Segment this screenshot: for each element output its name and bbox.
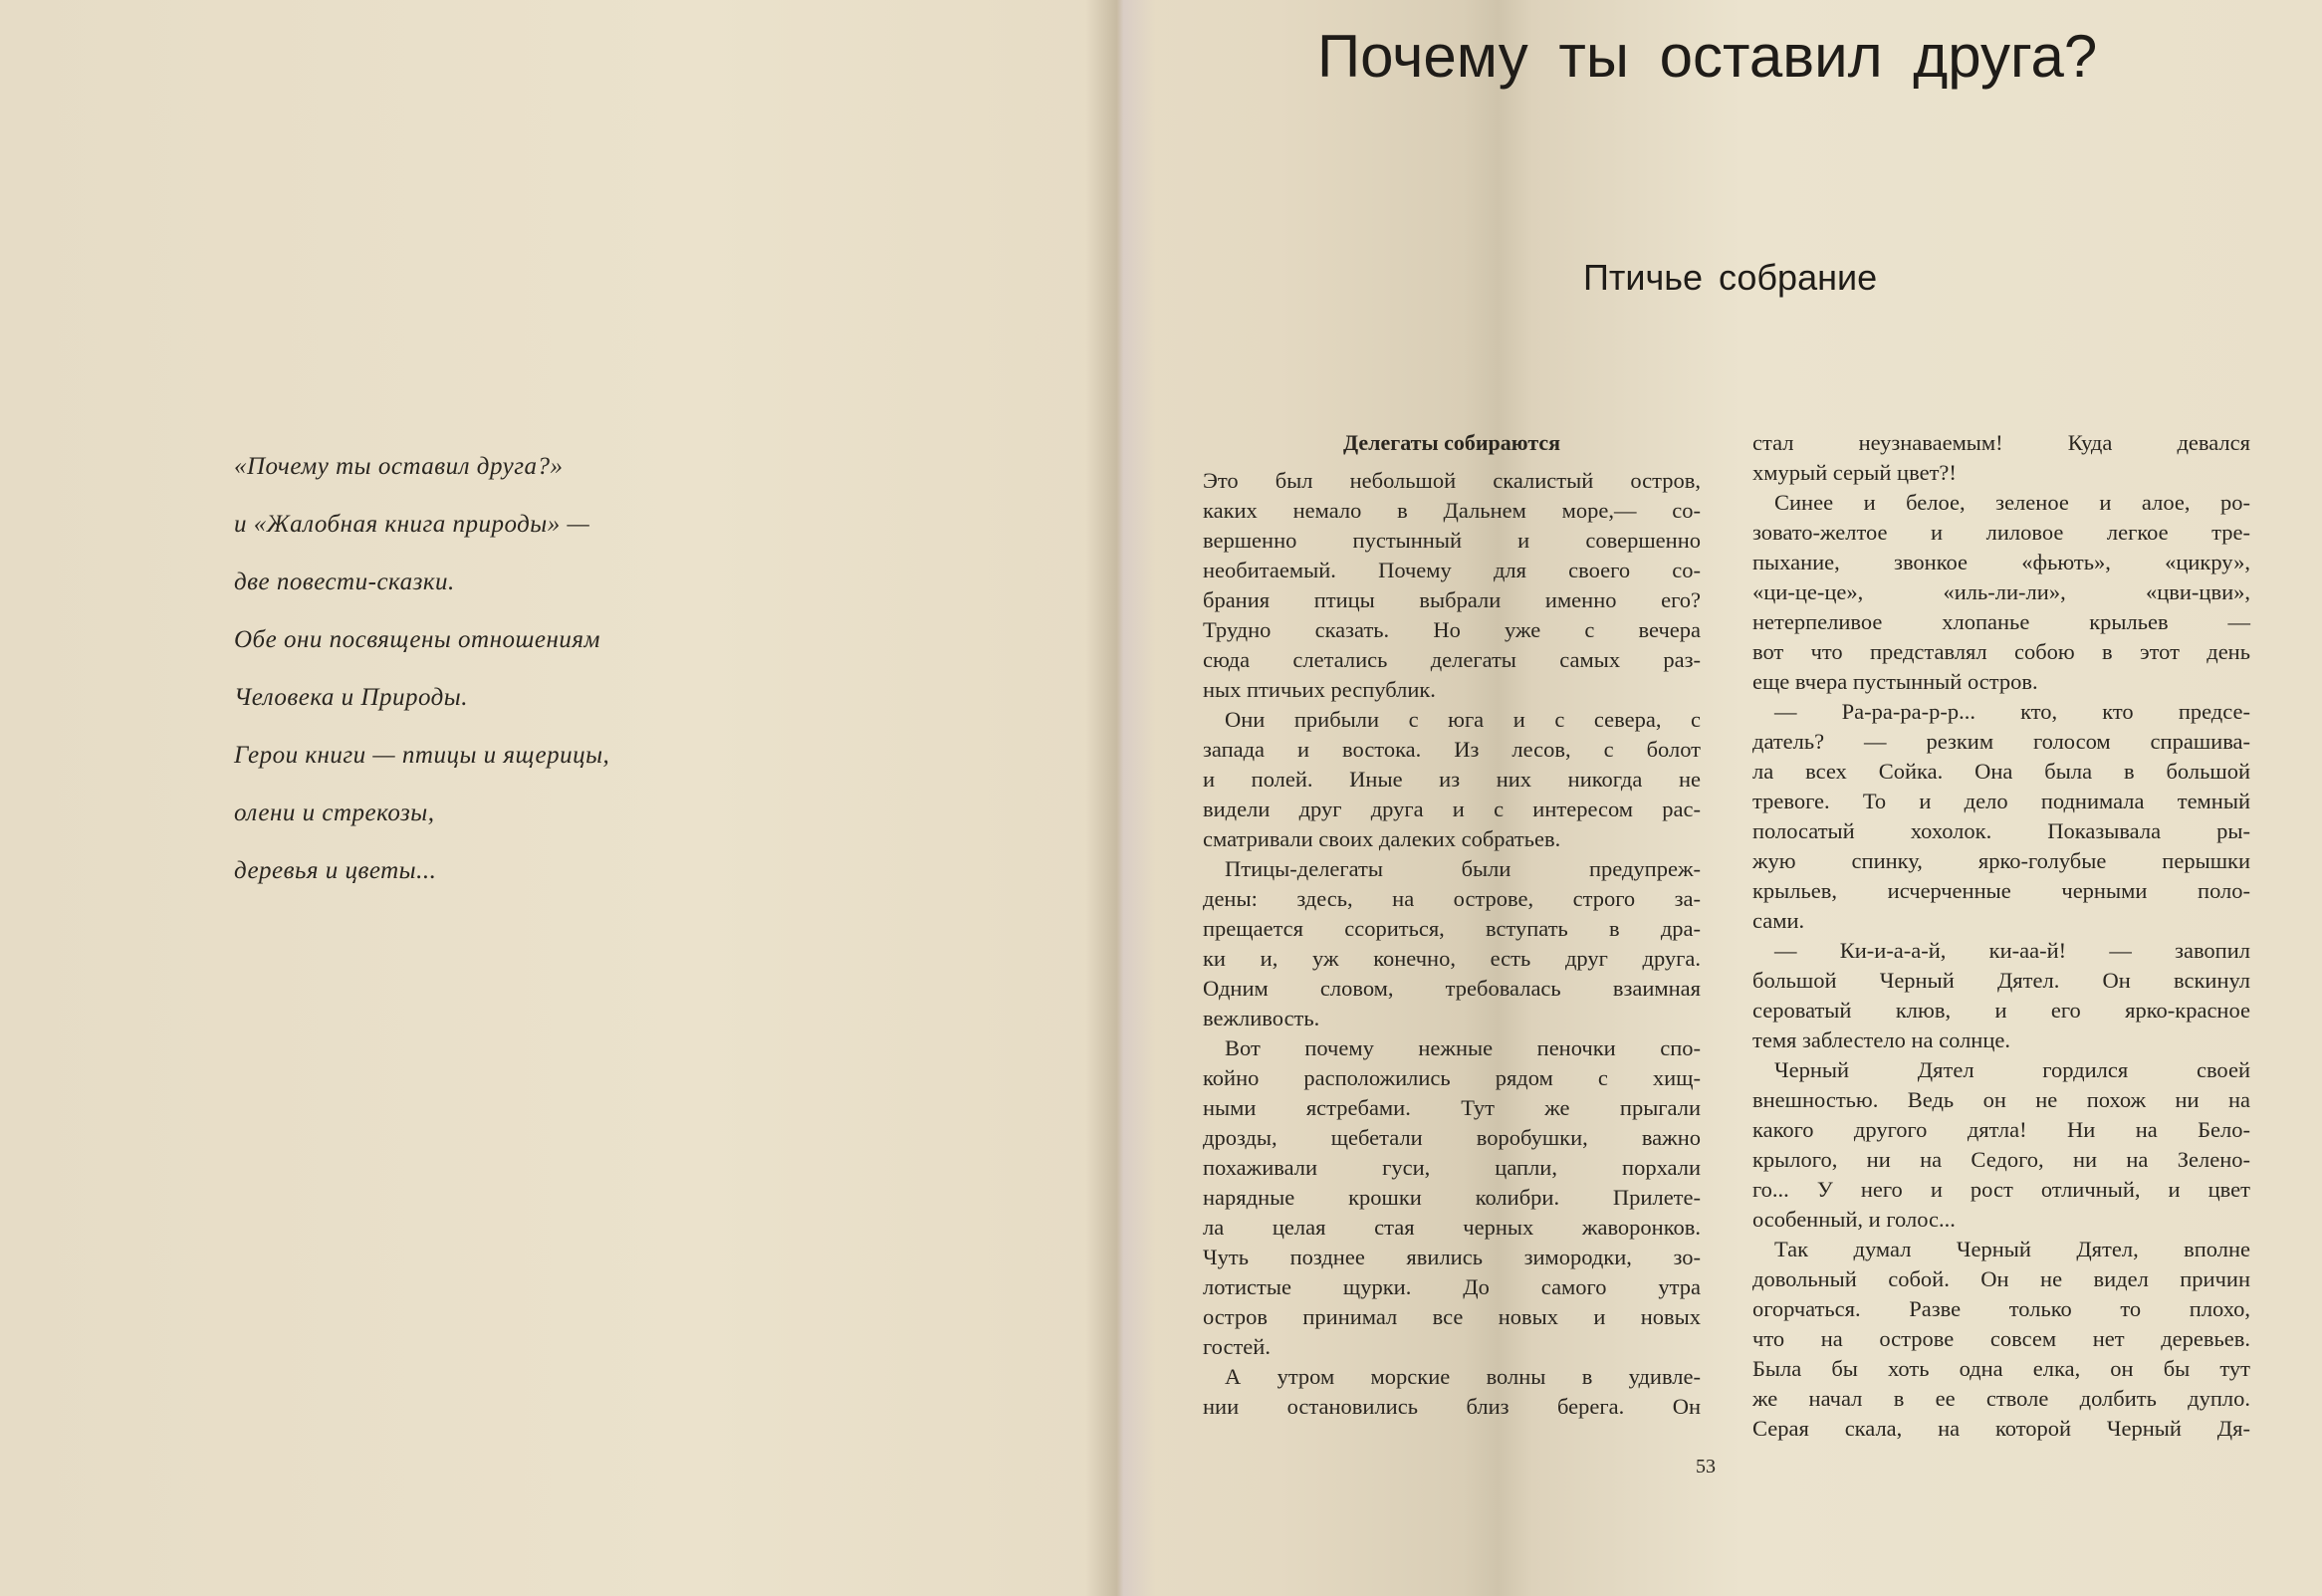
text-line: Была бы хоть одна елка, он бы тут	[1752, 1356, 2250, 1381]
section-title: Птичье собрание	[1583, 257, 1878, 298]
text-line: «Почему ты оставил друга?»	[234, 453, 564, 480]
text-line: сматривали своих далеких собратьев.	[1203, 826, 1561, 851]
text-line: зовато-желтое и лиловое легкое тре-	[1752, 520, 2250, 545]
text-line: сероватый клюв, и его ярко-красное	[1752, 998, 2250, 1023]
text-line: огорчаться. Разве только то плохо,	[1752, 1296, 2250, 1321]
text-line: Птицы-делегаты были предупреж-	[1225, 856, 1701, 881]
text-line: А утром морские волны в удивле-	[1225, 1364, 1701, 1389]
text-line: еще вчера пустынный остров.	[1752, 669, 2038, 694]
text-line: ла всех Сойка. Она была в большой	[1752, 759, 2250, 784]
text-line: и «Жалобная книга природы» —	[234, 511, 590, 538]
text-line: ки и, уж конечно, есть друг друга.	[1203, 946, 1701, 971]
left-page	[0, 0, 1105, 1596]
text-line: дены: здесь, на острове, строго за-	[1203, 886, 1701, 911]
text-line: необитаемый. Почему для своего со-	[1203, 558, 1701, 582]
text-line: что на острове совсем нет деревьев.	[1752, 1326, 2250, 1351]
text-line: довольный собой. Он не видел причин	[1752, 1266, 2250, 1291]
text-line: стал неузнаваемым! Куда девался	[1752, 430, 2250, 455]
right-page	[1135, 0, 2322, 1596]
text-line: Серая скала, на которой Черный Дя-	[1752, 1416, 2250, 1441]
text-line: же начал в ее стволе долбить дупло.	[1752, 1386, 2250, 1411]
text-line: нетерпеливое хлопанье крыльев —	[1752, 609, 2250, 634]
text-line: и полей. Иные из них никогда не	[1203, 767, 1701, 792]
text-line: Они прибыли с юга и с севера, с	[1225, 707, 1701, 732]
text-line: Трудно сказать. Но уже с вечера	[1203, 617, 1701, 642]
text-line: гостей.	[1203, 1334, 1271, 1359]
chapter-title: Делегаты собираются	[1342, 430, 1561, 455]
text-line: тревоге. То и дело поднимала темный	[1752, 789, 2250, 813]
text-line: ла целая стая черных жаворонков.	[1203, 1215, 1701, 1240]
page-number: 53	[1696, 1456, 1716, 1478]
text-line: нии остановились близ берега. Он	[1203, 1394, 1701, 1419]
text-line: Обе они посвящены отношениям	[234, 626, 600, 653]
text-line: Одним словом, требовалась взаимная	[1203, 976, 1701, 1001]
text-line: нарядные крошки колибри. Прилете-	[1203, 1185, 1701, 1210]
text-line: особенный, и голос...	[1752, 1207, 1956, 1232]
text-line: прещается ссориться, вступать в дра-	[1203, 916, 1701, 941]
text-line: какого другого дятла! Ни на Бело-	[1752, 1117, 2250, 1142]
text-line: внешностью. Ведь он не похож ни на	[1752, 1087, 2250, 1112]
text-line: ных птичьих республик.	[1203, 677, 1436, 702]
text-line: олени и стрекозы,	[234, 799, 435, 826]
text-column-right	[1752, 428, 2250, 1444]
text-line: запада и востока. Из лесов, с болот	[1203, 737, 1701, 762]
text-line: Это был небольшой скалистый остров,	[1203, 468, 1701, 493]
text-line: — Ра-ра-ра-р-р... кто, кто предсе-	[1774, 699, 2250, 724]
text-line: деревья и цветы...	[234, 857, 437, 884]
text-line: дрозды, щебетали воробушки, важно	[1203, 1125, 1701, 1150]
text-line: каких немало в Дальнем море,— со-	[1203, 498, 1701, 523]
text-line: Вот почему нежные пеночки спо-	[1225, 1035, 1701, 1060]
text-line: пыхание, звонкое «фьють», «цикру»,	[1752, 550, 2250, 574]
text-line: койно расположились рядом с хищ-	[1203, 1065, 1701, 1090]
text-line: сюда слетались делегаты самых раз-	[1203, 647, 1701, 672]
text-line: ными ястребами. Тут же прыгали	[1203, 1095, 1701, 1120]
epigraph	[234, 438, 609, 900]
text-line: сами.	[1752, 908, 1805, 933]
text-line: брания птицы выбрали именно его?	[1203, 587, 1701, 612]
text-line: остров принимал все новых и новых	[1203, 1304, 1701, 1329]
text-line: Человека и Природы.	[234, 684, 468, 711]
text-line: хмурый серый цвет?!	[1752, 460, 1957, 485]
text-line: «ци-це-це», «иль-ли-ли», «цви-цви»,	[1752, 579, 2250, 604]
text-line: вежливость.	[1203, 1006, 1320, 1030]
text-line: — Ки-и-а-а-й, ки-аа-й! — завопил	[1774, 938, 2250, 963]
text-line: Синее и белое, зеленое и алое, ро-	[1774, 490, 2250, 515]
text-line: Так думал Черный Дятел, вполне	[1774, 1237, 2250, 1261]
text-line: датель? — резким голосом спрашива-	[1752, 729, 2250, 754]
text-line: лотистые щурки. До самого утра	[1203, 1274, 1701, 1299]
text-line: большой Черный Дятел. Он вскинул	[1752, 968, 2250, 993]
text-line: две повести-сказки.	[234, 569, 455, 595]
text-line: го... У него и рост отличный, и цвет	[1752, 1177, 2250, 1202]
text-line: темя заблестело на солнце.	[1752, 1027, 2010, 1052]
text-line: Черный Дятел гордился своей	[1774, 1057, 2250, 1082]
book-title: Почему ты оставил друга?	[1317, 23, 2098, 90]
text-line: похаживали гуси, цапли, порхали	[1203, 1155, 1701, 1180]
text-column-left	[1203, 428, 1701, 1422]
text-line: жую спинку, ярко-голубые перышки	[1752, 848, 2250, 873]
text-line: вот что представлял собою в этот день	[1752, 639, 2250, 664]
text-line: полосатый хохолок. Показывала ры-	[1752, 818, 2250, 843]
text-line: крылого, ни на Седого, ни на Зелено-	[1752, 1147, 2250, 1172]
text-line: видели друг друга и с интересом рас-	[1203, 797, 1701, 821]
text-line: Герои книги — птицы и ящерицы,	[234, 742, 610, 769]
text-line: крыльев, исчерченные черными поло-	[1752, 878, 2250, 903]
text-line: Чуть позднее явились зимородки, зо-	[1203, 1245, 1701, 1269]
text-line: вершенно пустынный и совершенно	[1203, 528, 1701, 553]
